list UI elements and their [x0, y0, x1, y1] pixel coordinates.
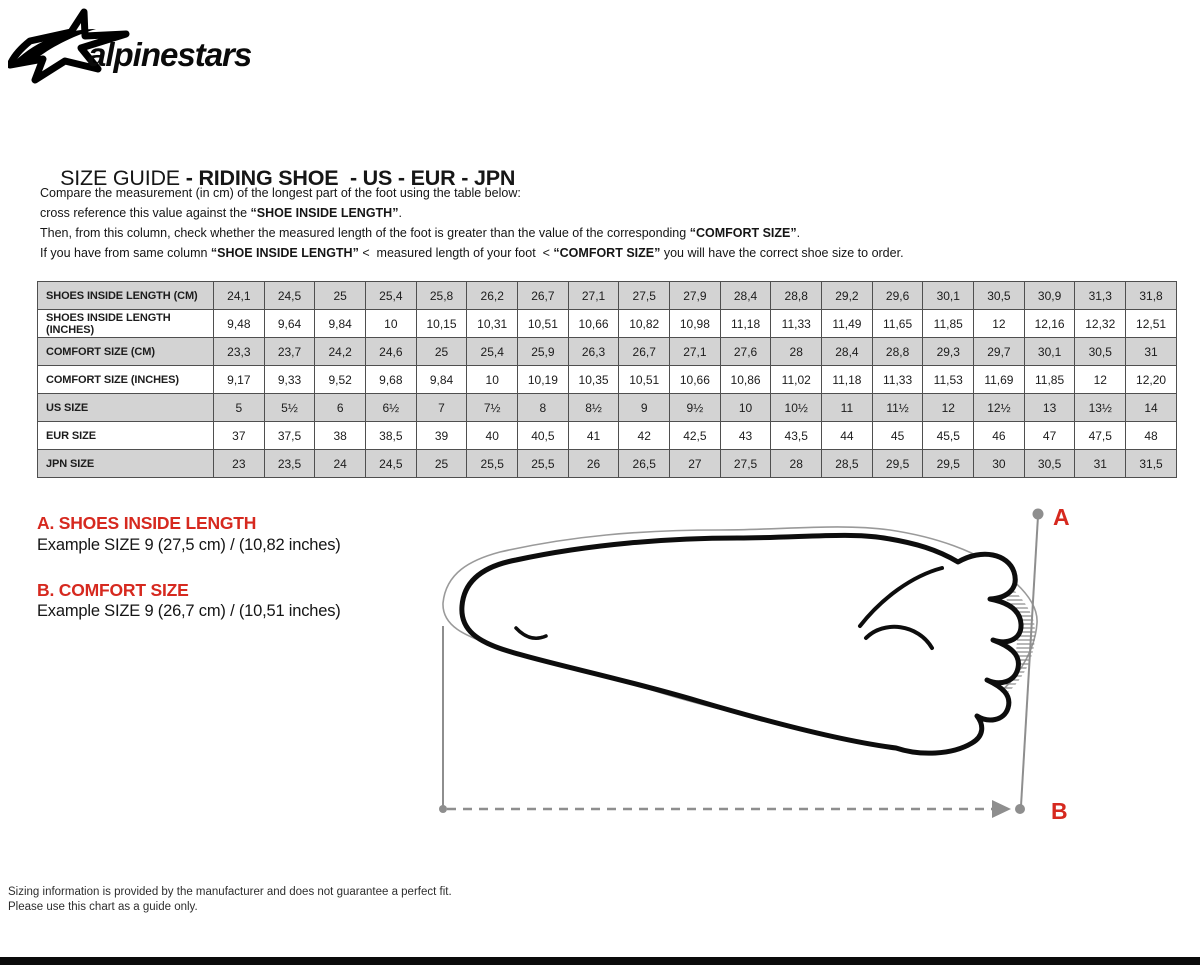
size-cell: 10½	[771, 394, 822, 422]
size-cell: 6	[315, 394, 366, 422]
size-cell: 11,85	[1024, 366, 1075, 394]
table-row	[38, 394, 1177, 422]
size-cell: 27,5	[720, 450, 771, 478]
size-cell: 23,3	[214, 338, 265, 366]
size-cell: 30,5	[974, 282, 1025, 310]
size-cell: 8½	[568, 394, 619, 422]
size-cell: 11,02	[771, 366, 822, 394]
size-cell: 11,49	[822, 310, 873, 338]
size-cell: 10	[720, 394, 771, 422]
size-cell: 12,32	[1075, 310, 1126, 338]
size-cell: 24,6	[366, 338, 417, 366]
size-cell: 40,5	[518, 422, 569, 450]
size-cell: 23,7	[264, 338, 315, 366]
size-cell: 9,64	[264, 310, 315, 338]
size-cell: 30,9	[1024, 282, 1075, 310]
size-cell: 5	[214, 394, 265, 422]
size-cell: 30,1	[923, 282, 974, 310]
table-row	[38, 366, 1177, 394]
size-cell: 38,5	[366, 422, 417, 450]
size-cell: 45	[872, 422, 923, 450]
size-cell: 11	[822, 394, 873, 422]
size-cell: 9,52	[315, 366, 366, 394]
size-cell: 11,69	[974, 366, 1025, 394]
page-title-bold: - RIDING SHOE - US - EUR - JPN	[185, 166, 516, 190]
size-cell: 25,4	[366, 282, 417, 310]
brand-name: alpinestars	[88, 36, 252, 73]
diagram-label-a: A	[1053, 504, 1070, 530]
size-cell: 24,5	[264, 282, 315, 310]
size-cell: 24,1	[214, 282, 265, 310]
size-cell: 10,19	[518, 366, 569, 394]
size-cell: 30,5	[1075, 338, 1126, 366]
row-label: COMFORT SIZE (INCHES)	[38, 366, 214, 394]
size-cell: 29,3	[923, 338, 974, 366]
size-cell: 27	[670, 450, 721, 478]
size-cell: 26,3	[568, 338, 619, 366]
size-cell: 45,5	[923, 422, 974, 450]
size-cell: 11,53	[923, 366, 974, 394]
size-cell: 10	[467, 366, 518, 394]
foot-diagram	[420, 478, 1120, 838]
size-cell: 44	[822, 422, 873, 450]
size-cell: 46	[974, 422, 1025, 450]
size-cell: 26,7	[518, 282, 569, 310]
size-cell: 31,8	[1126, 282, 1177, 310]
diagram-label-b: B	[1051, 798, 1068, 824]
bottom-bar	[0, 957, 1200, 965]
size-cell: 30	[974, 450, 1025, 478]
size-cell: 39	[416, 422, 467, 450]
size-table-body	[38, 282, 1177, 478]
size-cell: 12	[1075, 366, 1126, 394]
legend-b-title: B. COMFORT SIZE	[37, 580, 189, 600]
size-cell: 29,6	[872, 282, 923, 310]
size-cell: 9	[619, 394, 670, 422]
size-cell: 9½	[670, 394, 721, 422]
size-cell: 43	[720, 422, 771, 450]
size-cell: 9,84	[315, 310, 366, 338]
size-cell: 7½	[467, 394, 518, 422]
dot-left	[439, 805, 447, 813]
instruction-line: cross reference this value against the “SHOE INSIDE LENGTH”.	[40, 206, 402, 220]
size-cell: 27,1	[670, 338, 721, 366]
page-title-regular: SIZE GUIDE	[60, 166, 186, 190]
size-cell: 12,51	[1126, 310, 1177, 338]
legend-a-example: Example SIZE 9 (27,5 cm) / (10,82 inches)	[37, 536, 341, 554]
size-cell: 48	[1126, 422, 1177, 450]
instruction-line: Compare the measurement (in cm) of the longest part of the foot using the table below:	[40, 186, 521, 200]
size-cell: 28,4	[720, 282, 771, 310]
table-row	[38, 422, 1177, 450]
instruction-line: If you have from same column “SHOE INSIDE LENGTH” < measured length of your foot < “COMFORT SIZE” you will have the correct shoe size to order.	[40, 246, 904, 260]
size-cell: 10,82	[619, 310, 670, 338]
size-cell: 29,5	[872, 450, 923, 478]
size-cell: 13½	[1075, 394, 1126, 422]
size-cell: 40	[467, 422, 518, 450]
size-cell: 10,51	[619, 366, 670, 394]
size-cell: 10,86	[720, 366, 771, 394]
size-cell: 37,5	[264, 422, 315, 450]
size-cell: 25,4	[467, 338, 518, 366]
size-cell: 28,5	[822, 450, 873, 478]
size-cell: 13	[1024, 394, 1075, 422]
size-cell: 28	[771, 338, 822, 366]
size-cell: 25,5	[518, 450, 569, 478]
size-cell: 12½	[974, 394, 1025, 422]
size-cell: 10	[366, 310, 417, 338]
size-cell: 29,2	[822, 282, 873, 310]
instruction-line: Then, from this column, check whether the measured length of the foot is greater than the value of the corresponding “COMFORT SIZE”.	[40, 226, 801, 240]
size-cell: 27,6	[720, 338, 771, 366]
size-cell: 38	[315, 422, 366, 450]
table-row	[38, 310, 1177, 338]
size-cell: 11,85	[923, 310, 974, 338]
size-cell: 25	[416, 338, 467, 366]
size-cell: 47,5	[1075, 422, 1126, 450]
size-cell: 31	[1075, 450, 1126, 478]
size-cell: 31,5	[1126, 450, 1177, 478]
dot-b	[1015, 804, 1025, 814]
size-cell: 9,48	[214, 310, 265, 338]
size-cell: 9,33	[264, 366, 315, 394]
table-row	[38, 338, 1177, 366]
size-cell: 14	[1126, 394, 1177, 422]
size-cell: 27,5	[619, 282, 670, 310]
table-row	[38, 282, 1177, 310]
size-cell: 11,18	[822, 366, 873, 394]
size-cell: 42	[619, 422, 670, 450]
size-cell: 28	[771, 450, 822, 478]
arrowhead-right-icon	[992, 800, 1011, 818]
size-cell: 9,17	[214, 366, 265, 394]
size-cell: 26,2	[467, 282, 518, 310]
size-cell: 9,84	[416, 366, 467, 394]
size-cell: 5½	[264, 394, 315, 422]
size-cell: 24	[315, 450, 366, 478]
size-cell: 30,1	[1024, 338, 1075, 366]
size-cell: 25,8	[416, 282, 467, 310]
row-label: COMFORT SIZE (CM)	[38, 338, 214, 366]
size-cell: 30,5	[1024, 450, 1075, 478]
size-cell: 41	[568, 422, 619, 450]
size-cell: 31	[1126, 338, 1177, 366]
size-cell: 25	[416, 450, 467, 478]
size-cell: 11½	[872, 394, 923, 422]
footer-disclaimer-line2: Please use this chart as a guide only.	[8, 901, 198, 913]
row-label: US SIZE	[38, 394, 214, 422]
size-cell: 10,15	[416, 310, 467, 338]
size-cell: 26,5	[619, 450, 670, 478]
table-row	[38, 450, 1177, 478]
size-cell: 25	[315, 282, 366, 310]
size-cell: 47	[1024, 422, 1075, 450]
size-cell: 10,31	[467, 310, 518, 338]
size-cell: 25,9	[518, 338, 569, 366]
size-cell: 28,4	[822, 338, 873, 366]
size-cell: 31,3	[1075, 282, 1126, 310]
size-cell: 11,18	[720, 310, 771, 338]
size-cell: 28,8	[771, 282, 822, 310]
size-table	[37, 281, 1177, 478]
size-cell: 37	[214, 422, 265, 450]
size-cell: 6½	[366, 394, 417, 422]
size-cell: 27,1	[568, 282, 619, 310]
alpinestars-logo	[8, 6, 308, 88]
size-cell: 11,33	[771, 310, 822, 338]
size-cell: 10,35	[568, 366, 619, 394]
row-label: SHOES INSIDE LENGTH (INCHES)	[38, 310, 214, 338]
size-cell: 12,16	[1024, 310, 1075, 338]
size-cell: 7	[416, 394, 467, 422]
size-cell: 43,5	[771, 422, 822, 450]
row-label: JPN SIZE	[38, 450, 214, 478]
size-cell: 23	[214, 450, 265, 478]
size-cell: 26	[568, 450, 619, 478]
size-cell: 24,2	[315, 338, 366, 366]
size-cell: 26,7	[619, 338, 670, 366]
size-cell: 23,5	[264, 450, 315, 478]
size-cell: 25,5	[467, 450, 518, 478]
size-cell: 24,5	[366, 450, 417, 478]
size-cell: 8	[518, 394, 569, 422]
footer-disclaimer-line1: Sizing information is provided by the manufacturer and does not guarantee a perfect fit.	[8, 886, 452, 898]
instructions	[40, 183, 1180, 263]
legend-a-title: A. SHOES INSIDE LENGTH	[37, 513, 257, 533]
size-cell: 11,33	[872, 366, 923, 394]
row-label: SHOES INSIDE LENGTH (CM)	[38, 282, 214, 310]
row-label: EUR SIZE	[38, 422, 214, 450]
size-cell: 29,5	[923, 450, 974, 478]
size-cell: 12	[923, 394, 974, 422]
legend-b-example: Example SIZE 9 (26,7 cm) / (10,51 inches)	[37, 602, 341, 620]
size-cell: 10,66	[568, 310, 619, 338]
size-cell: 10,98	[670, 310, 721, 338]
size-cell: 9,68	[366, 366, 417, 394]
size-cell: 12,20	[1126, 366, 1177, 394]
size-cell: 10,66	[670, 366, 721, 394]
size-cell: 27,9	[670, 282, 721, 310]
size-cell: 10,51	[518, 310, 569, 338]
dot-a	[1033, 509, 1044, 520]
size-cell: 12	[974, 310, 1025, 338]
size-cell: 28,8	[872, 338, 923, 366]
size-cell: 11,65	[872, 310, 923, 338]
size-cell: 42,5	[670, 422, 721, 450]
size-cell: 29,7	[974, 338, 1025, 366]
